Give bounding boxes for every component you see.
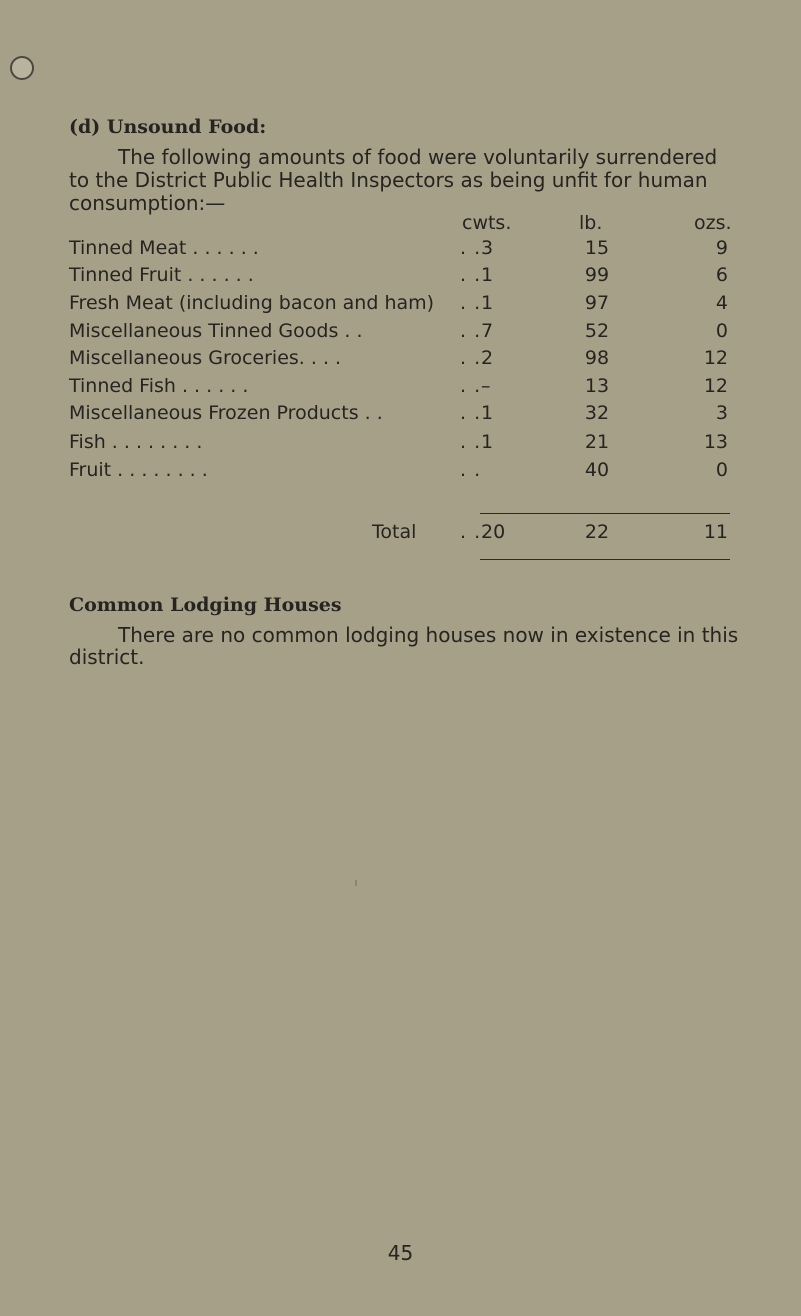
table-row	[0, 402, 801, 426]
row-leader: . .	[460, 292, 482, 314]
lodging-line-2: district.	[69, 645, 145, 669]
table-row	[0, 347, 801, 371]
row-cwts: 1	[481, 264, 494, 286]
row-ozs: 4	[715, 292, 728, 314]
row-cwts: 1	[481, 402, 494, 424]
intro-line-3: consumption:—	[69, 191, 226, 215]
row-leader: . .	[460, 431, 482, 453]
col-header-cwts: cwts.	[462, 212, 512, 234]
row-leader: . .	[460, 347, 482, 369]
row-cwts: 3	[481, 237, 494, 259]
unsound-food-heading: (d) Unsound Food:	[69, 116, 267, 138]
row-leader: . .	[460, 375, 482, 397]
row-lb: 99	[584, 264, 610, 286]
row-ozs: 0	[715, 320, 728, 342]
total-rule-top	[480, 513, 730, 514]
intro-line-1: The following amounts of food were voluntarily surrendered	[118, 145, 718, 169]
table-row	[0, 292, 801, 316]
row-leader: . .	[460, 459, 482, 481]
total-label: Total	[372, 521, 417, 543]
lodging-line-1: There are no common lodging houses now in existence in this	[118, 623, 739, 647]
row-lb: 32	[584, 402, 610, 424]
lodging-houses-heading: Common Lodging Houses	[69, 594, 342, 616]
row-lb: 15	[584, 237, 610, 259]
row-cwts: 1	[481, 431, 494, 453]
row-item: Tinned Fruit . . . . . .	[69, 264, 254, 286]
table-row	[0, 264, 801, 288]
row-ozs: 0	[715, 459, 728, 481]
row-cwts: 2	[481, 347, 494, 369]
row-lb: 13	[584, 375, 610, 397]
row-ozs: 13	[703, 431, 728, 453]
table-row	[0, 320, 801, 344]
row-leader: . .	[460, 237, 482, 259]
row-lb: 52	[584, 320, 610, 342]
row-item: Tinned Fish . . . . . .	[69, 375, 249, 397]
row-ozs: 12	[703, 375, 728, 397]
row-leader: . .	[460, 402, 482, 424]
total-cwts: 20	[481, 521, 506, 543]
row-lb: 21	[584, 431, 610, 453]
table-row	[0, 375, 801, 399]
row-lb: 98	[584, 347, 610, 369]
row-item: Miscellaneous Frozen Products . .	[69, 402, 383, 424]
total-lb: 22	[584, 521, 610, 543]
row-item: Fruit . . . . . . . .	[69, 459, 208, 481]
row-cwts: 7	[481, 320, 494, 342]
table-row	[0, 237, 801, 261]
col-header-lb: lb.	[579, 212, 603, 234]
total-row	[0, 521, 801, 545]
total-ozs: 11	[703, 521, 728, 543]
paper-speck	[355, 880, 357, 886]
row-item: Tinned Meat . . . . . .	[69, 237, 259, 259]
row-cwts: –	[481, 375, 491, 397]
row-ozs: 3	[715, 402, 728, 424]
punch-hole-mark	[10, 56, 34, 80]
row-ozs: 6	[715, 264, 728, 286]
total-leader: . .	[460, 521, 482, 543]
row-leader: . .	[460, 320, 482, 342]
row-cwts: 1	[481, 292, 494, 314]
row-item: Miscellaneous Groceries. . . .	[69, 347, 342, 369]
intro-line-2: to the District Public Health Inspectors as being unfit for human	[69, 168, 708, 192]
row-item: Miscellaneous Tinned Goods . .	[69, 320, 363, 342]
page-number: 45	[387, 1241, 414, 1265]
row-lb: 40	[584, 459, 610, 481]
row-ozs: 12	[703, 347, 728, 369]
table-row	[0, 459, 801, 483]
table-row	[0, 431, 801, 455]
row-lb: 97	[584, 292, 610, 314]
row-ozs: 9	[715, 237, 728, 259]
row-item: Fresh Meat (including bacon and ham)	[69, 292, 435, 314]
total-rule-bottom	[480, 559, 730, 560]
row-leader: . .	[460, 264, 482, 286]
row-item: Fish . . . . . . . .	[69, 431, 203, 453]
col-header-ozs: ozs.	[694, 212, 732, 234]
